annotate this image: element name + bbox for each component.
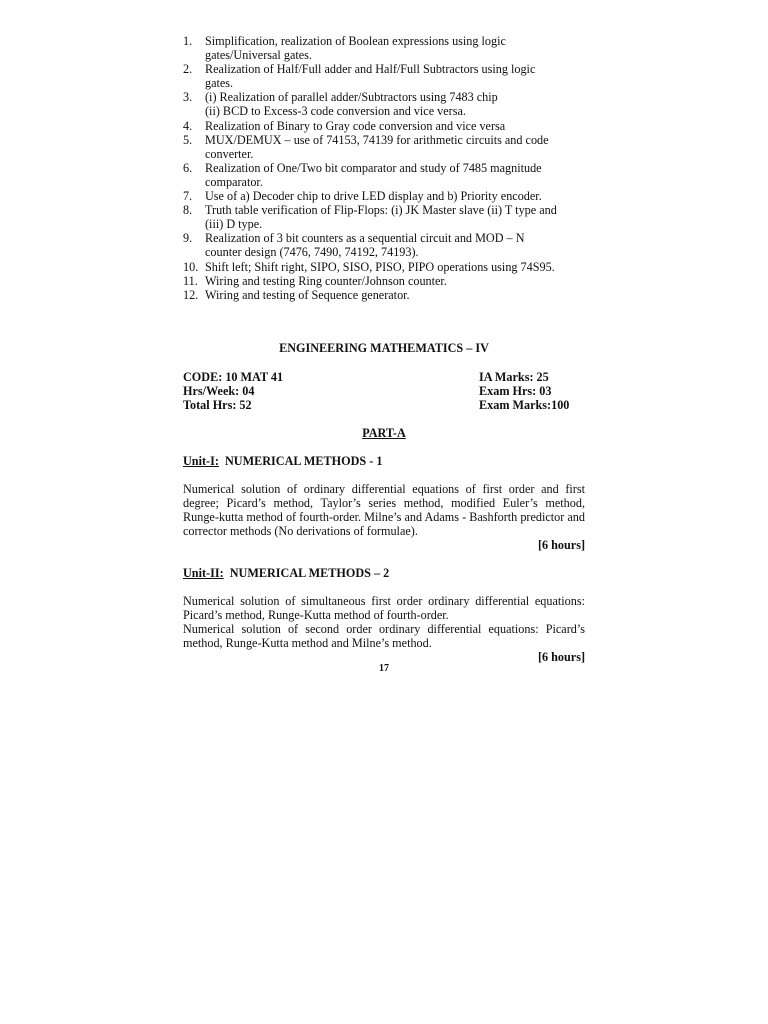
list-item [183, 260, 593, 274]
ia-marks: IA Marks: 25 [479, 370, 549, 384]
item-text: Realization of Binary to Gray code conversion and vice versa [205, 118, 506, 133]
item-text: Use of a) Decoder chip to drive LED display and b) Priority encoder. [205, 189, 542, 204]
unit-title: NUMERICAL METHODS – 2 [229, 566, 390, 580]
unit-label: Unit-I: [183, 454, 219, 468]
item-text: gates/Universal gates. [205, 48, 312, 63]
unit-heading [183, 566, 389, 581]
meta-row [183, 384, 585, 398]
item-number: 8. [183, 203, 193, 218]
meta-row [183, 370, 585, 384]
item-number: 4. [183, 118, 193, 133]
item-text: Simplification, realization of Boolean expressions using logic [205, 34, 506, 48]
item-text: (iii) D type. [205, 217, 263, 232]
unit-heading [183, 454, 382, 469]
unit-hours: [6 hours] [537, 538, 585, 552]
item-number: 3. [183, 90, 193, 105]
item-text: Realization of Half/Full adder and Half/Full Subtractors using logic [205, 62, 536, 77]
unit-description: Numerical solution of second order ordinary differential equations: Picard’s method, Runge-Kutta method and Milne’s method. [183, 622, 585, 650]
unit-description: Numerical solution of simultaneous first order ordinary differential equations: Picard’s method, Runge-Kutta method of fourth-order. [183, 594, 585, 622]
item-text: (i) Realization of parallel adder/Subtractors using 7483 chip [205, 90, 498, 105]
page-number: 17 [379, 663, 389, 674]
item-text: Realization of One/Two bit comparator and study of 7485 magnitude [205, 160, 542, 175]
list-item [183, 62, 593, 90]
item-text: Realization of 3 bit counters as a sequential circuit and MOD – N [205, 231, 525, 246]
item-number: 12. [183, 287, 199, 302]
list-item [183, 133, 593, 161]
item-text: (ii) BCD to Excess-3 code conversion and vice versa. [205, 104, 466, 119]
item-text: Wiring and testing Ring counter/Johnson counter. [205, 273, 447, 288]
list-item [183, 90, 593, 118]
exam-hrs: Exam Hrs: 03 [479, 384, 552, 398]
item-number: 6. [183, 160, 193, 175]
experiment-list [183, 34, 593, 302]
course-code: CODE: 10 MAT 41 [183, 370, 284, 384]
part-heading: PART-A [362, 426, 406, 440]
item-text: MUX/DEMUX – use of 74153, 74139 for arithmetic circuits and code [205, 132, 549, 147]
item-number: 9. [183, 231, 193, 246]
total-hrs: Total Hrs: 52 [183, 398, 252, 412]
exam-marks: Exam Marks:100 [479, 398, 570, 412]
item-text: counter design (7476, 7490, 74192, 74193). [205, 245, 419, 260]
subject-title: ENGINEERING MATHEMATICS – IV [279, 341, 489, 355]
list-item [183, 119, 593, 133]
unit-label: Unit-II: [183, 566, 224, 580]
item-text: Wiring and testing of Sequence generator. [205, 287, 410, 302]
list-item [183, 34, 593, 62]
item-text: Shift left; Shift right, SIPO, SISO, PISO, PIPO operations using 74S95. [205, 259, 555, 274]
item-text: comparator. [205, 174, 263, 189]
list-item [183, 288, 593, 302]
item-text: converter. [205, 146, 254, 161]
list-item [183, 274, 593, 288]
item-number: 11. [183, 273, 198, 288]
course-meta [183, 370, 585, 412]
item-number: 5. [183, 132, 193, 147]
item-text: Truth table verification of Flip-Flops: (i) JK Master slave (ii) T type and [205, 203, 557, 218]
item-number: 1. [183, 34, 193, 48]
list-item [183, 161, 593, 189]
list-item [183, 189, 593, 203]
hrs-week: Hrs/Week: 04 [183, 384, 255, 398]
list-item [183, 231, 593, 259]
item-text: gates. [205, 76, 234, 91]
item-number: 7. [183, 189, 193, 204]
unit-title: NUMERICAL METHODS - 1 [224, 454, 383, 468]
unit-description: Numerical solution of ordinary differential equations of first order and first degree; Picard’s method, Taylor’s series method, modified Euler’s method, Runge-kutta method of fourth-order. Milne’s and Adams - Bashforth predictor and corrector methods (No derivations of formulae). [183, 482, 585, 538]
unit-hours: [6 hours] [537, 650, 585, 664]
list-item [183, 203, 593, 231]
meta-row [183, 398, 585, 412]
item-number: 2. [183, 62, 193, 77]
item-number: 10. [183, 259, 199, 274]
